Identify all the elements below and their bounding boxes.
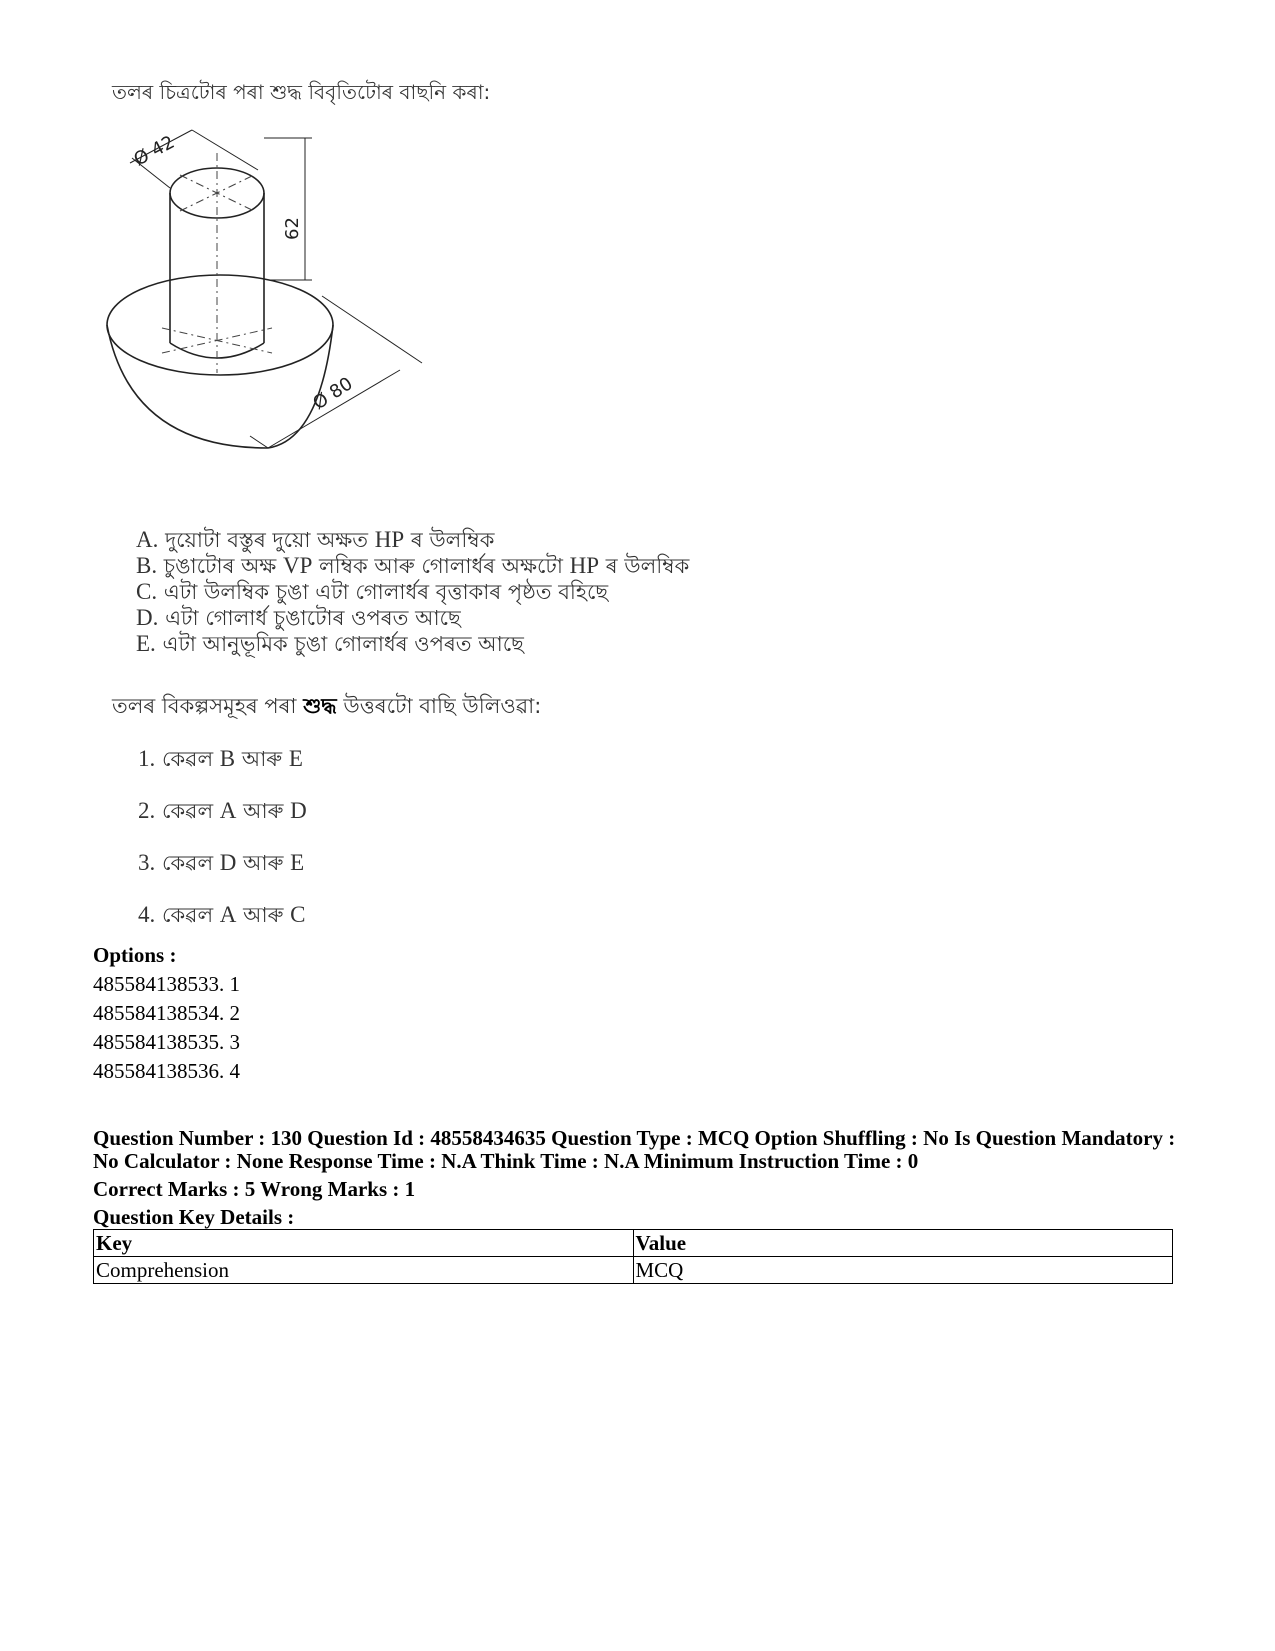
choice-item: 3. কেৱল D আৰু E (138, 850, 305, 875)
marks-line: Correct Marks : 5 Wrong Marks : 1 (93, 1177, 416, 1201)
option-item: 485584138536. 4 (93, 1059, 240, 1083)
statement-item: A. দুয়োটা বস্তুৰ দুয়ো অক্ষত HP ৰ উলম্বিক (136, 527, 495, 552)
dim-height: 62 (282, 217, 303, 240)
choice-item: 2. কেৱল A আৰু D (138, 798, 307, 823)
statement-item: B. চুঙাটোৰ অক্ষ VP লম্বিক আৰু গোলাৰ্ধৰ অক্ষটো HP ৰ উলম্বিক (136, 553, 690, 578)
dim-top-diameter: Ø 42 (130, 131, 179, 171)
header-value: Value (633, 1230, 1173, 1257)
choose-emphasis: শুদ্ধ (303, 694, 337, 718)
statement-item: C. এটা উলম্বিক চুঙা এটা গোলাৰ্ধৰ বৃত্তাকাৰ পৃষ্ঠত বহিছে (136, 579, 609, 604)
statement-list (136, 527, 689, 657)
header-key: Key (94, 1230, 634, 1257)
cell-key: Comprehension (94, 1257, 634, 1284)
dim-bottom-diameter: Ø 80 (309, 373, 357, 415)
key-details-table (93, 1229, 1173, 1284)
question-meta-line-2: No Calculator : None Response Time : N.A Think Time : N.A Minimum Instruction Time : 0 (93, 1149, 919, 1173)
choice-item: 4. কেৱল A আৰু C (138, 902, 306, 927)
table-row (94, 1257, 1173, 1284)
options-heading: Options : (93, 943, 177, 967)
choose-instruction: তলৰ বিকল্পসমূহৰ পৰা শুদ্ধ উত্তৰটো বাছি উলিওৱা: (112, 694, 542, 718)
question-meta-line-1: Question Number : 130 Question Id : 48558434635 Question Type : MCQ Option Shuffling : No Is Question Mandatory : (93, 1126, 1176, 1150)
key-details-heading: Question Key Details : (93, 1205, 295, 1229)
choice-list (138, 745, 307, 953)
table-header-row (94, 1230, 1173, 1257)
statement-item: D. এটা গোলাৰ্ধ চুঙাটোৰ ওপৰত আছে (136, 605, 461, 630)
option-item: 485584138533. 1 (93, 972, 240, 996)
statement-item: E. এটা আনুভূমিক চুঙা গোলাৰ্ধৰ ওপৰত আছে (136, 631, 524, 656)
cell-value: MCQ (633, 1257, 1173, 1284)
choice-item: 1. কেৱল B আৰু E (138, 746, 303, 771)
option-item: 485584138534. 2 (93, 1001, 240, 1025)
option-item: 485584138535. 3 (93, 1030, 240, 1054)
question-intro: তলৰ চিত্ৰটোৰ পৰা শুদ্ধ বিবৃতিটোৰ বাছনি কৰা: (112, 80, 491, 104)
figure-cylinder-on-hemisphere (100, 118, 440, 463)
options-list (93, 970, 240, 1086)
